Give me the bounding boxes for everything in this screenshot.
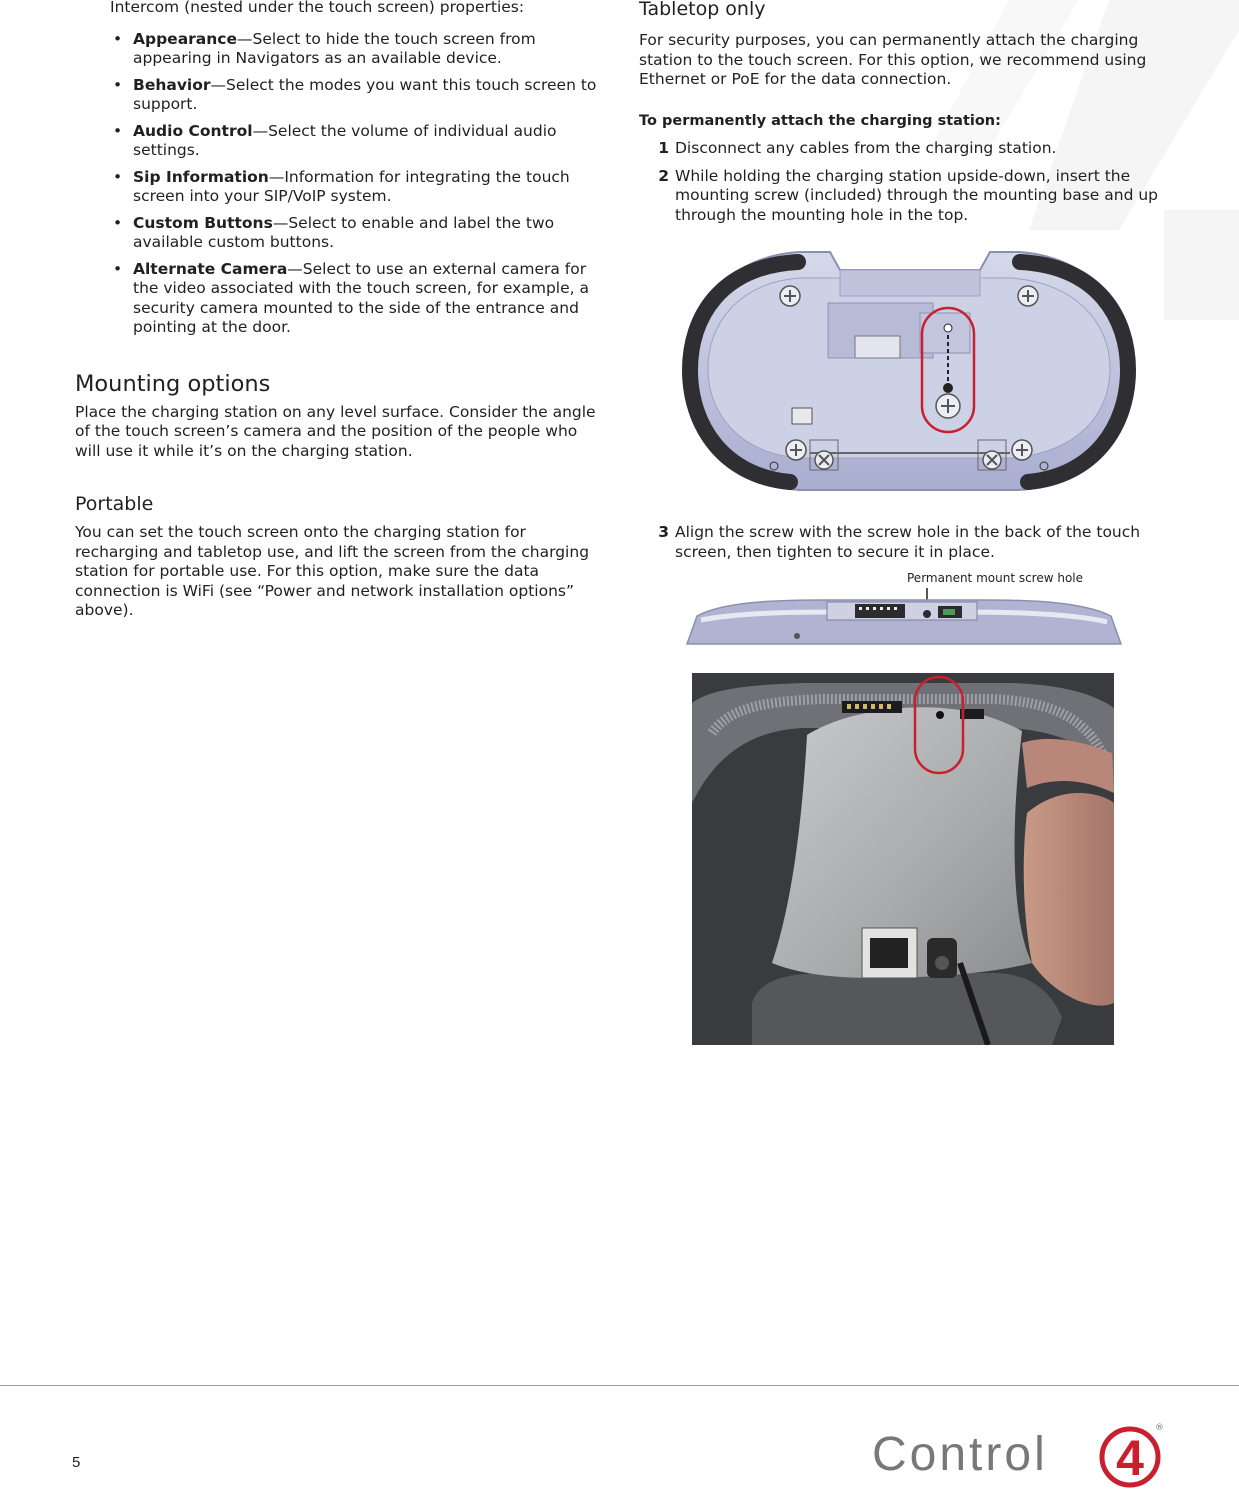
footer-divider <box>0 1385 1239 1386</box>
registered-mark: ® <box>1155 1423 1164 1433</box>
touch-screen-edge-illustration <box>683 586 1125 648</box>
bullet-icon: • <box>113 167 123 186</box>
screw-hole-callout-label: Permanent mount screw hole <box>907 571 1084 585</box>
properties-list <box>110 30 605 338</box>
term: Sip Information <box>133 167 269 186</box>
list-item <box>110 30 605 69</box>
bullet-icon: • <box>113 259 123 278</box>
procedure-steps-continued <box>639 523 1169 562</box>
touch-screen-back-photo <box>692 673 1114 1045</box>
portable-body: You can set the touch screen onto the charging station for recharging and tabletop use, and lift the screen from the charging station for portable use. For this option, make sure the data connection is WiFi (see “Power and network installation options” above). <box>75 523 590 619</box>
mounting-options-body: Place the charging station on any level surface. Consider the angle of the touch screen’s camera and the position of the people who will use it while it’s on the charging station. <box>75 402 596 460</box>
mounting-options-heading: Mounting options <box>75 370 271 397</box>
procedure-steps <box>639 139 1169 225</box>
logo-four-glyph: 4 <box>1116 1430 1144 1486</box>
bullet-icon: • <box>113 213 123 232</box>
term: Behavior <box>133 75 211 94</box>
term: Audio Control <box>133 121 253 140</box>
list-item <box>110 122 605 161</box>
list-item <box>110 76 605 115</box>
list-item <box>110 168 605 207</box>
description: —Select the modes you want this touch screen to support. <box>133 75 597 113</box>
step-text: Align the screw with the screw hole in the back of the touch screen, then tighten to secure it in place. <box>675 523 1141 561</box>
description: —Select to enable and label the two available custom buttons. <box>133 213 555 251</box>
list-item <box>110 260 605 338</box>
charging-station-base-illustration <box>680 248 1138 494</box>
list-item <box>110 214 605 253</box>
description: —Select to use an external camera for the video associated with the touch screen, for example, a security camera mounted to the side of the entrance and pointing at the door. <box>133 259 589 336</box>
right-column <box>639 0 1169 233</box>
description: —Select to hide the touch screen from appearing in Navigators as an available device. <box>133 29 536 67</box>
bullet-icon: • <box>113 75 123 94</box>
left-column <box>75 0 605 621</box>
portable-heading: Portable <box>75 493 154 515</box>
term: Alternate Camera <box>133 259 288 278</box>
logo-wordmark: Control <box>872 1428 1048 1481</box>
step-text: Disconnect any cables from the charging station. <box>675 139 1057 157</box>
description: —Information for integrating the touch screen into your SIP/VoIP system. <box>133 167 570 205</box>
intercom-intro: Intercom (nested under the touch screen) properties: <box>110 0 525 16</box>
step-number: 2 <box>658 166 669 185</box>
tabletop-body: For security purposes, you can permanently attach the charging station to the touch screen. For this option, we recommend using Ethernet or PoE for the data connection. <box>639 31 1147 88</box>
term: Appearance <box>133 29 237 48</box>
step-item <box>639 167 1169 226</box>
tabletop-heading: Tabletop only <box>639 0 766 20</box>
step-number: 1 <box>658 139 669 157</box>
step-3-block <box>639 523 1169 570</box>
bullet-icon: • <box>113 121 123 140</box>
procedure-title: To permanently attach the charging station: <box>639 112 1001 129</box>
step-item <box>639 523 1169 562</box>
control4-logo <box>872 1423 1172 1493</box>
step-item <box>639 139 1169 159</box>
bullet-icon: • <box>113 29 123 48</box>
term: Custom Buttons <box>133 213 273 232</box>
step-number: 3 <box>658 523 669 541</box>
description: —Select the volume of individual audio settings. <box>133 121 557 159</box>
step-text: While holding the charging station upside-down, insert the mounting screw (included) through the mounting base and up through the mounting hole in the top. <box>675 166 1159 224</box>
page-number: 5 <box>72 1454 81 1471</box>
